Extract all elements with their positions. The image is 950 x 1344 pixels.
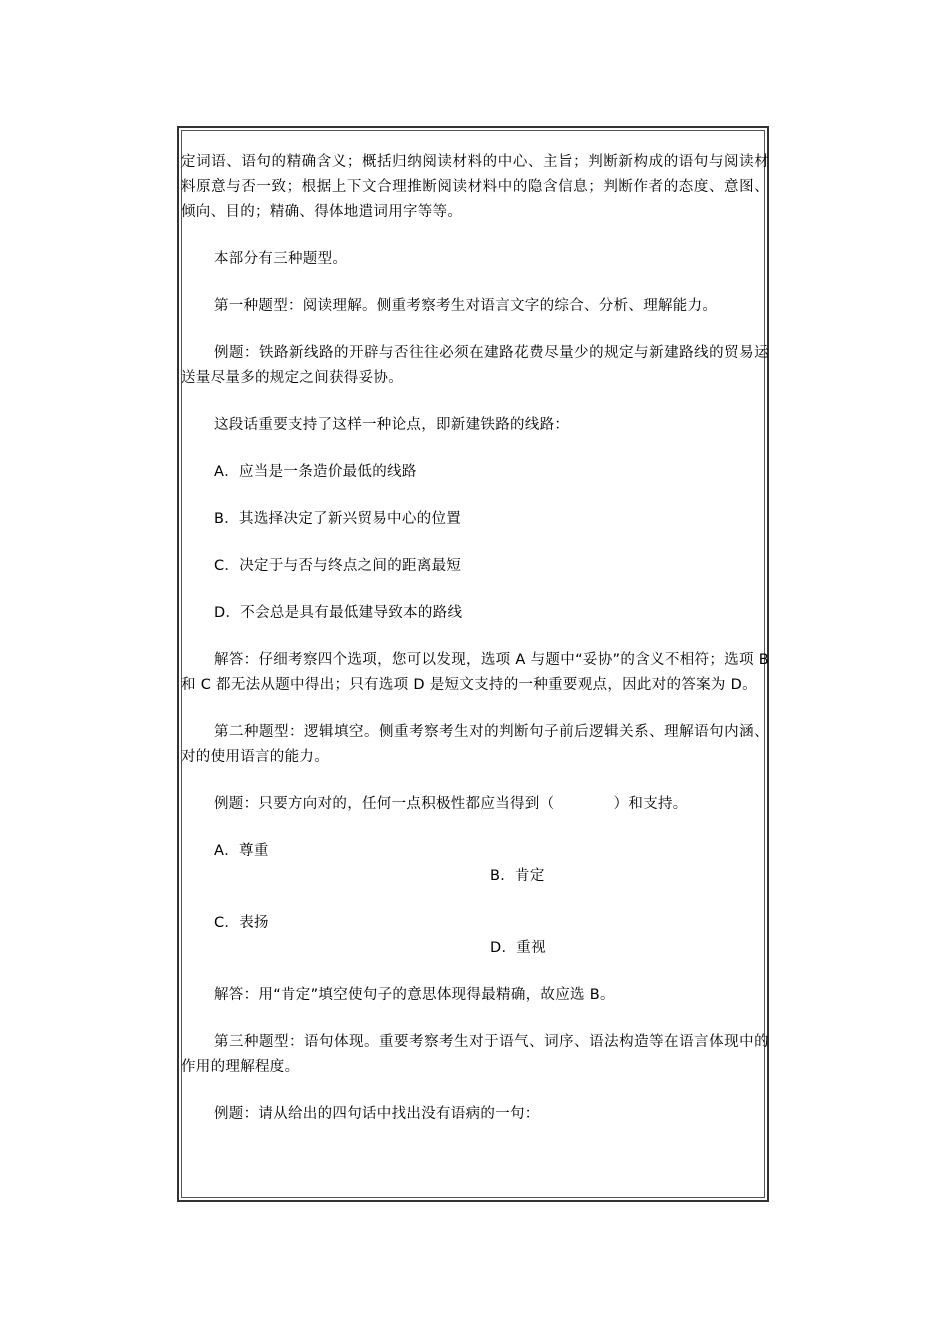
option-q1-c: C．决定于与否与终点之间的距离最短 bbox=[214, 558, 462, 574]
paragraph-continued-intro: 定词语、语句的精确含义；概括归纳阅读材料的中心、主旨；判断新构成的语句与阅读材料原意与否一致；根据上下文合理推断阅读材料中的隐含信息；判断作者的态度、意图、倾向、目的；精确、得体地遣词用字等等。 bbox=[181, 154, 769, 220]
option-q2-b: B．肯定 bbox=[490, 868, 545, 884]
document-body bbox=[181, 150, 769, 1149]
paragraph-type-three: 第三种题型：语句体现。重要考察考生对于语气、词序、语法构造等在语言体现中的作用的理解程度。 bbox=[181, 1034, 769, 1075]
paragraph-question-one: 这段话重要支持了这样一种论点，即新建铁路的线路： bbox=[214, 417, 570, 433]
paragraph-three-types: 本部分有三种题型。 bbox=[214, 251, 348, 267]
paragraph-example-three: 例题：请从给出的四句话中找出没有语病的一句： bbox=[214, 1106, 540, 1122]
option-q2-a: A．尊重 bbox=[214, 843, 269, 859]
paragraph-example-two: 例题：只要方向对的，任何一点积极性都应当得到（ ）和支持。 bbox=[214, 796, 688, 812]
paragraph-type-one: 第一种题型：阅读理解。侧重考察考生对语言文字的综合、分析、理解能力。 bbox=[214, 298, 718, 314]
paragraph-answer-one: 解答：仔细考察四个选项，您可以发现，选项 A 与题中“妥协”的含义不相符；选项 B 和 C 都无法从题中得出；只有选项 D 是短文支持的一种重要观点，因此对的答案为 D。 bbox=[181, 652, 769, 693]
option-q2-d: D．重视 bbox=[490, 940, 546, 956]
option-q2-c: C．表扬 bbox=[214, 915, 269, 931]
paragraph-type-two: 第二种题型：逻辑填空。侧重考察考生对的判断句子前后逻辑关系、理解语句内涵、对的使用语言的能力。 bbox=[181, 724, 769, 765]
option-q1-d: D．不会总是具有最低建导致本的路线 bbox=[214, 605, 463, 621]
paragraph-answer-two: 解答：用“肯定”填空使句子的意思体现得最精确，故应选 B。 bbox=[214, 987, 615, 1003]
option-q1-a: A．应当是一条造价最低的线路 bbox=[214, 464, 417, 480]
option-q1-b: B．其选择决定了新兴贸易中心的位置 bbox=[214, 511, 462, 527]
paragraph-example-one: 例题：铁路新线路的开辟与否往往必须在建路花费尽量少的规定与新建路线的贸易运送量尽量多的规定之间获得妥协。 bbox=[181, 345, 769, 386]
